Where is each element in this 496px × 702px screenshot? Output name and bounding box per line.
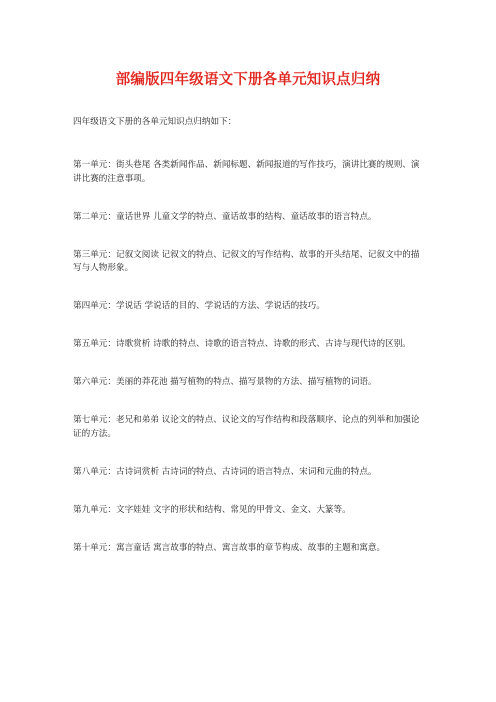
unit-paragraph-9: 第九单元：文字娃娃 文字的形状和结构、常见的甲骨文、金文、大篆等。 [73,504,351,515]
unit-paragraph-5: 第五单元：诗歌赏析 诗歌的特点、诗歌的语言特点、诗歌的形式、古诗与现代诗的区别。 [73,339,411,349]
unit-paragraph-2: 第二单元：童话世界 儿童文学的特点、童话故事的结构、童话故事的语言特点。 [73,211,377,222]
unit-paragraph-1: 第一单元：街头巷尾 各类新闻作品、新闻标题、新闻报道的写作技巧，演讲比赛的规则、演讲比赛的注意事项。 [73,160,420,184]
intro-paragraph: 四年级语文下册的各单元知识点归纳如下： [73,117,237,127]
unit-list [73,159,425,580]
unit-paragraph-3: 第三单元：记叙文阅读 记叙文的特点、记叙文的写作结构、故事的开头结尾、记叙文中的描写与人物形象。 [73,249,420,273]
unit-paragraph-4: 第四单元：学说话 学说话的目的、学说话的方法、学说话的技巧。 [73,301,325,311]
unit-paragraph-10: 第十单元：寓言童话 寓言故事的特点、寓言故事的章节构成、故事的主题和寓意。 [73,542,386,553]
unit-paragraph-7: 第七单元：老兄和弟弟 议论文的特点、议论文的写作结构和段落顺序、论点的列举和加强论证的方法。 [73,415,420,439]
unit-paragraph-8: 第八单元：古诗词赏析 古诗词的特点、古诗词的语言特点、宋词和元曲的特点。 [73,466,377,477]
document-title: 部编版四年级语文下册各单元知识点归纳 [115,72,381,88]
unit-paragraph-6: 第六单元：美丽的莽花池 描写植物的特点、描写景物的方法、描写植物的词语。 [73,377,377,387]
